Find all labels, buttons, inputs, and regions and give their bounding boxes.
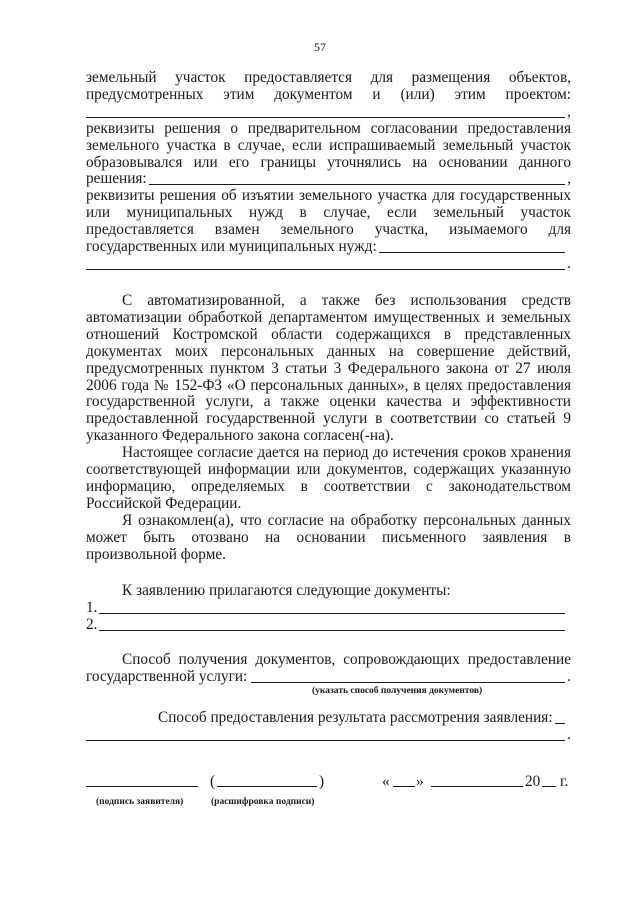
signature-caption: (подпись заявителя) bbox=[96, 797, 184, 807]
input-underline[interactable] bbox=[99, 601, 565, 614]
text-line: предоставляется взамен земельного участка, изымаемого для bbox=[86, 221, 571, 239]
consent-revocation-paragraph: Я ознакомлен(а), что согласие на обработку персональных данных может быть отозвано на основании письменного заявления в произвольной форме. bbox=[86, 511, 571, 563]
signature-decode-underline[interactable] bbox=[217, 774, 317, 787]
text-line: земельного участка в случае, если испрашиваемый земельный участок bbox=[86, 136, 571, 154]
month-underline[interactable] bbox=[431, 774, 523, 787]
day-underline[interactable] bbox=[393, 774, 415, 787]
text-line: предусмотренных этим документом и (или) этим проектом: bbox=[86, 85, 571, 103]
text-line: реквизиты решения о предварительном согласовании предоставления bbox=[86, 119, 571, 137]
signature-row: ( ) « » 20 г. bbox=[86, 774, 571, 794]
input-underline[interactable] bbox=[86, 257, 565, 270]
page-number: 57 bbox=[314, 40, 326, 54]
consent-paragraph: С автоматизированной, а также без использования средств автоматизации обработкой департаментом имущественных и земельных отношений Костромской области содержащихся в представленных документах моих персональных данных на совершение действий, предусмотренных пунктом 3 статьи 3 Федерального закона от 27 июля 2006 года № 152-ФЗ «О персональных данных», в целях предоставления государственной услуги, а также оценки качества и эффективности предоставленной государственной услуги в соответствии со статьей 9 указанного Федерального закона согласен(-на). bbox=[86, 292, 571, 445]
year-underline[interactable] bbox=[542, 774, 556, 787]
input-underline[interactable] bbox=[86, 728, 565, 741]
input-underline[interactable] bbox=[251, 670, 565, 683]
input-underline[interactable] bbox=[149, 172, 566, 185]
receipt-line: государственной услуги: . bbox=[86, 667, 571, 685]
consent-period-paragraph: Настоящее согласие дается на период до истечения сроков хранения соответствующей информации или документов, содержащих указанную информацию, определяемых в соответствии с законодательством Российской Федерации. bbox=[86, 444, 571, 512]
attachments-section bbox=[86, 583, 571, 634]
text-line: Способ получения документов, сопровождающих предоставление bbox=[122, 651, 571, 668]
attachment-item: 1. bbox=[86, 600, 571, 617]
attachments-heading: К заявлению прилагаются следующие документы: bbox=[122, 582, 451, 599]
text-line: реквизиты решения об изъятии земельного участка для государственных bbox=[86, 187, 571, 205]
blank-line: . bbox=[86, 727, 571, 744]
blank-line: . bbox=[86, 256, 571, 273]
result-line: Способ предоставления результата рассмотрения заявления: bbox=[86, 710, 571, 727]
result-method-section bbox=[86, 710, 571, 744]
signature-decode-caption: (расшифровка подписи) bbox=[211, 797, 315, 807]
decision-line: решения: , bbox=[86, 170, 571, 188]
needs-line: государственных или муниципальных нужд: bbox=[86, 239, 571, 256]
receipt-method-section bbox=[86, 652, 571, 686]
receipt-hint: (указать способ получения документов) bbox=[312, 686, 483, 696]
consent-section bbox=[86, 293, 571, 564]
input-underline[interactable] bbox=[99, 618, 565, 631]
input-underline[interactable] bbox=[379, 240, 565, 253]
signature-underline[interactable] bbox=[86, 774, 198, 787]
blank-line: , bbox=[86, 104, 571, 121]
input-underline[interactable] bbox=[86, 105, 565, 118]
text-line: образовывался или его границы уточнялись на основании данного bbox=[86, 153, 571, 171]
land-details-section bbox=[86, 70, 571, 273]
text-line: или муниципальных нужд в случае, если земельный участок bbox=[86, 204, 571, 222]
text-line: земельный участок предоставляется для размещения объектов, bbox=[86, 69, 571, 86]
attachment-item: 2. bbox=[86, 617, 571, 634]
input-underline[interactable] bbox=[555, 711, 565, 724]
